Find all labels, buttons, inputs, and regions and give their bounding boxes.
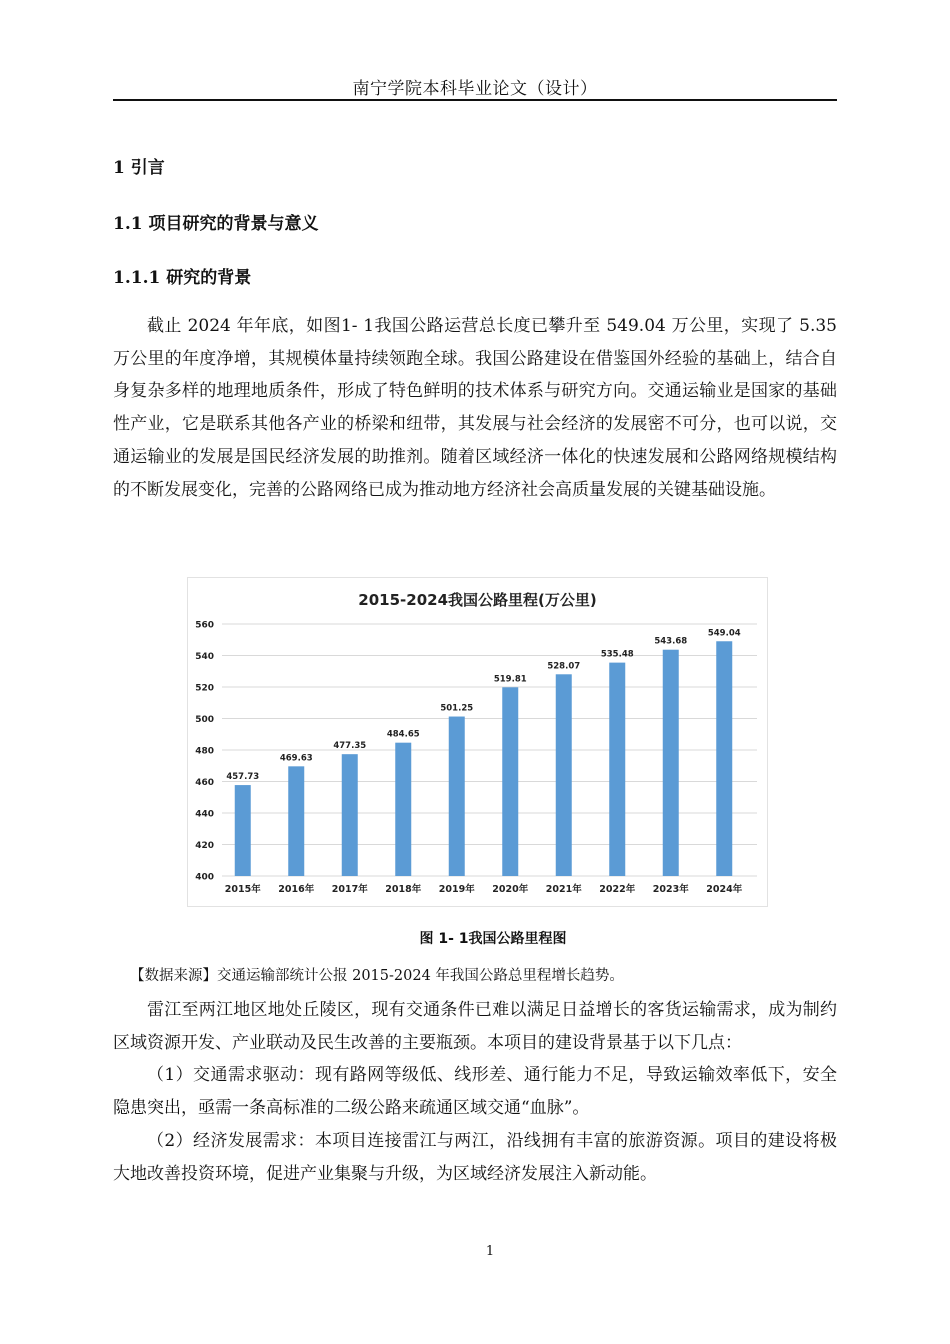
- body-paragraph-3: （1）交通需求驱动：现有路网等级低、线形差、通行能力不足，导致运输效率低下，安全隐患突出，亟需一条高标准的二级公路来疏通区域交通“血脉”。: [113, 1065, 837, 1119]
- heading-level-3: 1.1.1 研究的背景: [113, 268, 252, 288]
- bar: [609, 663, 625, 876]
- y-tick-label: 480: [195, 746, 214, 757]
- bar: [556, 674, 572, 876]
- bar: [235, 785, 251, 876]
- data-label: 457.73: [226, 772, 260, 783]
- body-paragraph-2: 雷江至两江地区地处丘陵区，现有交通条件已难以满足日益增长的客货运输需求，成为制约区域资源开发、产业联动及民生改善的主要瓶颈。本项目的建设背景基于以下几点：: [113, 1000, 837, 1053]
- bar: [449, 717, 465, 876]
- x-tick-label: 2024年: [706, 884, 743, 895]
- heading-level-2: 1.1 项目研究的背景与意义: [113, 214, 319, 234]
- y-tick-label: 420: [195, 841, 214, 851]
- bar: [663, 650, 679, 876]
- y-tick-label: 520: [195, 683, 214, 694]
- data-label: 528.07: [547, 661, 581, 672]
- x-tick-label: 2016年: [278, 884, 315, 895]
- bar: [395, 743, 411, 876]
- heading-level-1: 1 引言: [113, 158, 165, 178]
- x-tick-label: 2020年: [492, 884, 529, 895]
- paragraph-text: 截止 2024 年年底，如图1- 1我国公路运营总长度已攀升至 549.04 万公里，实现了 5.35 万公里的年度净增，其规模体量持续领跑全球。我国公路建设在借鉴国外经验的基础上，结合自身复杂多样的地理地质条件，形成了特色鲜明的技术体系与研究方向。交通运输业是国家的基础性产业，它是联系其他各产业的桥梁和纽带，其发展与社会经济的发展密不可分，也可以说，交通运输业的发展是国民经济发展的助推剂。随着区域经济一体化的快速发展和公路网络规模结构的不断发展变化，完善的公路网络已成为推动地方经济社会高质量发展的关键基础设施。: [113, 316, 837, 500]
- data-label: 469.63: [279, 753, 313, 764]
- figure-caption: 图 1- 1我国公路里程图: [419, 931, 567, 947]
- header-rule: [113, 99, 837, 101]
- x-tick-label: 2021年: [545, 884, 582, 895]
- mileage-bar-chart: [187, 577, 768, 907]
- y-tick-label: 460: [195, 778, 214, 788]
- bar: [502, 687, 518, 876]
- bar: [342, 754, 358, 876]
- y-tick-label: 440: [195, 809, 214, 820]
- data-label: 549.04: [707, 628, 741, 639]
- y-tick-label: 540: [195, 652, 214, 662]
- body-paragraph-group: [113, 994, 837, 1190]
- chart-svg: [188, 578, 767, 906]
- x-tick-label: 2015年: [224, 884, 261, 895]
- data-source-note: 【数据来源】交通运输部统计公报 2015-2024 年我国公路总里程增长趋势。: [130, 968, 624, 984]
- body-paragraph-1: [113, 310, 837, 506]
- data-label: 535.48: [600, 649, 634, 660]
- data-label: 501.25: [440, 703, 474, 714]
- x-tick-label: 2023年: [652, 884, 689, 895]
- chart-title: 2015-2024我国公路里程(万公里): [358, 591, 597, 609]
- data-label: 543.68: [654, 636, 688, 647]
- y-tick-label: 400: [195, 872, 214, 883]
- data-label: 519.81: [493, 674, 527, 685]
- body-paragraph-4: （2）经济发展需求：本项目连接雷江与两江，沿线拥有丰富的旅游资源。项目的建设将极大地改善投资环境，促进产业集聚与升级，为区域经济发展注入新动能。: [113, 1130, 837, 1184]
- y-tick-label: 500: [195, 715, 214, 725]
- x-tick-label: 2019年: [438, 884, 475, 895]
- x-tick-label: 2022年: [599, 884, 636, 895]
- data-label: 477.35: [333, 741, 367, 752]
- y-tick-label: 560: [195, 620, 214, 631]
- page-header: 南宁学院本科毕业论文（设计）: [352, 79, 598, 99]
- data-label: 484.65: [386, 729, 420, 740]
- page-number: 1: [485, 1244, 495, 1259]
- bar: [288, 766, 304, 876]
- x-tick-label: 2018年: [385, 884, 422, 895]
- bar: [716, 641, 732, 876]
- x-tick-label: 2017年: [331, 884, 368, 895]
